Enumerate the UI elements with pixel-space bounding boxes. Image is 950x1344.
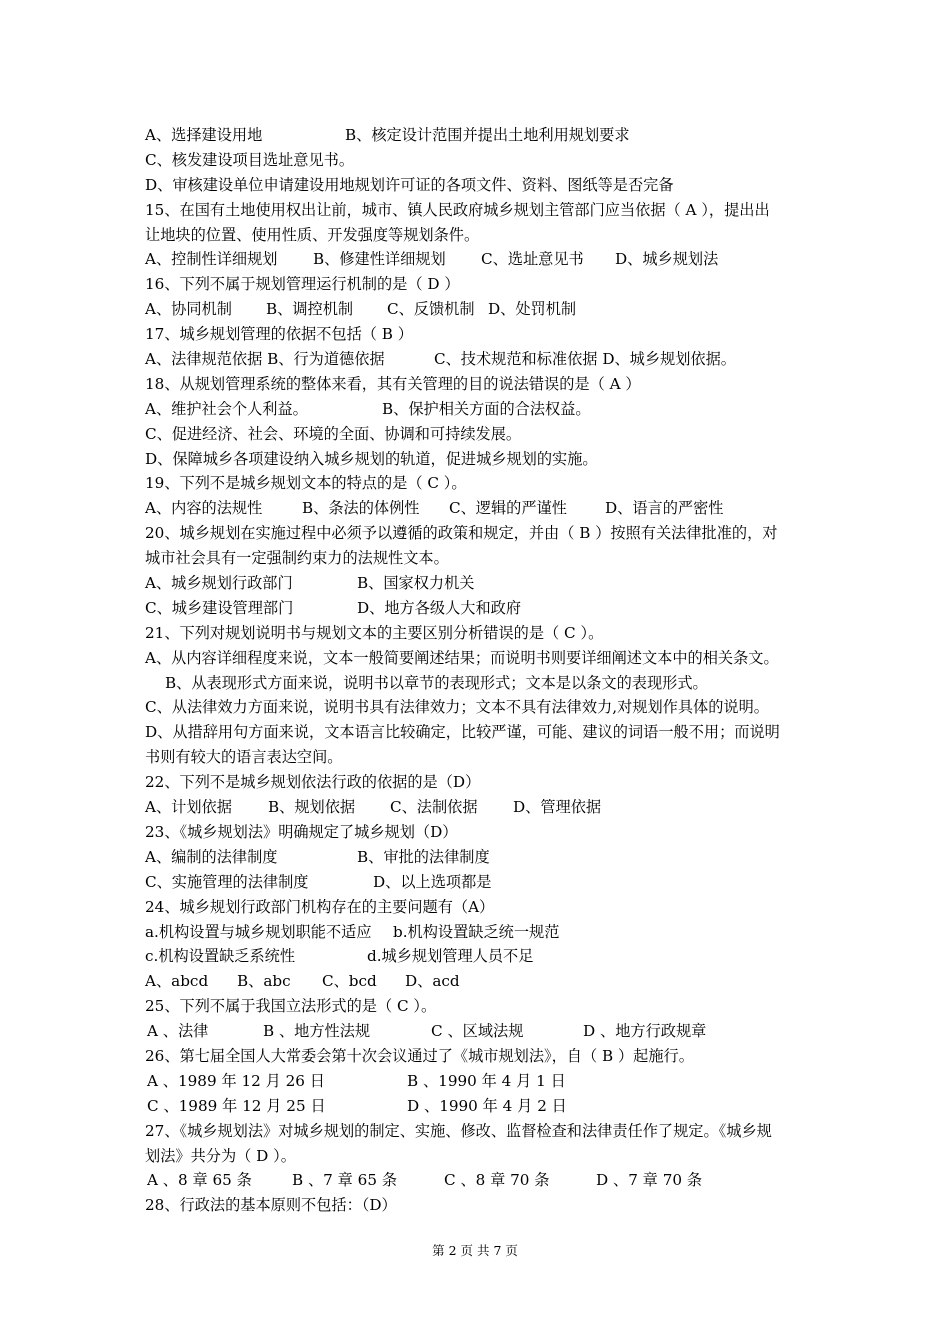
text-line: [145, 870, 825, 895]
text-line: [145, 944, 825, 969]
text-line: [145, 695, 825, 720]
line-text: 21、下列对规划说明书与规划文本的主要区别分析错误的是（ C ）。: [145, 623, 604, 642]
option-text: A 、8 章 65 条: [147, 1171, 252, 1190]
text-line: [145, 546, 825, 571]
text-line: [145, 1168, 825, 1193]
option-text: C、城乡建设管理部门: [145, 598, 294, 617]
line-text: C、从法律效力方面来说，说明书具有法律效力；文本不具有法律效力,对规划作具体的说明。: [145, 698, 769, 717]
text-line: [145, 496, 825, 521]
option-text: C、技术规范和标准依据 D、城乡规划依据。: [434, 350, 736, 369]
option-text: C、法制依据: [390, 798, 478, 817]
option-text: D、地方各级人大和政府: [357, 598, 522, 617]
option-text: D、acd: [405, 972, 460, 991]
text-line: [145, 1069, 825, 1094]
option-text: d.城乡规划管理人员不足: [367, 947, 534, 966]
option-text: C 、区域法规: [431, 1022, 524, 1041]
option-text: D、处罚机制: [488, 300, 577, 319]
text-line: [145, 895, 825, 920]
text-line: [145, 1019, 825, 1044]
option-text: B、核定设计范围并提出土地利用规划要求: [345, 126, 630, 144]
document-body: [145, 123, 825, 1218]
option-text: B 、地方性法规: [263, 1022, 371, 1041]
line-text: 25、下列不属于我国立法形式的是（ C ）。: [145, 997, 437, 1016]
line-text: 书则有较大的语言表达空间。: [145, 748, 343, 767]
text-line: [145, 770, 825, 795]
text-line: [145, 795, 825, 820]
option-text: C、bcd: [322, 972, 377, 991]
option-text: D 、地方行政规章: [583, 1022, 707, 1041]
line-text: 16、下列不属于规划管理运行机制的是（ D ）: [145, 275, 460, 294]
line-text: 17、城乡规划管理的依据不包括（ B ）: [145, 325, 413, 344]
option-text: b.机构设置缺乏统一规范: [393, 922, 560, 941]
option-text: A、维护社会个人利益。: [145, 399, 308, 418]
option-text: A、编制的法律制度: [145, 847, 278, 866]
line-text: 15、在国有土地使用权出让前，城市、镇人民政府城乡规划主管部门应当依据（ A ），提出出: [145, 200, 770, 219]
option-text: A 、法律: [147, 1022, 209, 1041]
line-text: 划法》共分为（ D ）。: [145, 1146, 296, 1165]
line-text: C、核发建设项目选址意见书。: [145, 150, 355, 169]
line-text: D、保障城乡各项建设纳入城乡规划的轨道，促进城乡规划的实施。: [145, 449, 598, 468]
page-footer: 第 2 页 共 7 页: [432, 1243, 518, 1258]
text-line: [145, 571, 825, 596]
text-line: [145, 671, 825, 696]
option-text: A、法律规范依据 B、行为道德依据: [145, 350, 385, 369]
line-text: 27、《城乡规划法》对城乡规划的制定、实施、修改、监督检查和法律责任作了规定。《城乡规: [145, 1121, 772, 1140]
option-text: A、内容的法规性: [145, 499, 263, 518]
option-text: C、逻辑的严谨性: [449, 499, 567, 518]
line-text: 18、从规划管理系统的整体来看，其有关管理的目的说法错误的是（ A ）: [145, 374, 641, 393]
option-text: A、选择建设用地: [145, 126, 263, 144]
text-line: [145, 720, 825, 745]
line-text: 23、《城乡规划法》明确规定了城乡规划（D）: [145, 822, 458, 841]
text-line: [145, 471, 825, 496]
text-line: [145, 845, 825, 870]
option-text: A 、1989 年 12 月 26 日: [147, 1071, 325, 1090]
text-line: [145, 1193, 825, 1218]
option-text: A、控制性详细规划: [145, 250, 278, 269]
text-line: [145, 123, 825, 148]
text-line: [145, 422, 825, 447]
text-line: [145, 272, 825, 297]
line-text: 28、行政法的基本原则不包括：（D）: [145, 1196, 397, 1215]
text-line: [145, 173, 825, 198]
text-line: [145, 372, 825, 397]
option-text: D、以上选项都是: [373, 872, 492, 891]
text-line: [145, 920, 825, 945]
option-text: B、规划依据: [268, 798, 356, 817]
option-text: C、反馈机制: [387, 300, 475, 319]
text-line: [145, 247, 825, 272]
option-text: D 、7 章 70 条: [596, 1171, 703, 1190]
text-line: [145, 397, 825, 422]
option-text: D 、1990 年 4 月 2 日: [407, 1096, 567, 1115]
option-text: B、国家权力机关: [357, 574, 475, 593]
option-text: D、城乡规划法: [615, 250, 719, 269]
option-text: B、审批的法律制度: [357, 847, 490, 866]
text-line: [145, 820, 825, 845]
option-text: c.机构设置缺乏系统性: [145, 947, 296, 966]
option-text: B、保护相关方面的合法权益。: [382, 399, 591, 418]
line-text: D、从措辞用句方面来说，文本语言比较确定，比较严谨，可能、建议的词语一般不用；而说明: [145, 723, 780, 742]
text-line: [145, 745, 825, 770]
line-text: A、从内容详细程度来说，文本一般简要阐述结果；而说明书则要详细阐述文本中的相关条文。: [145, 648, 779, 667]
option-text: C、选址意见书: [481, 250, 584, 269]
line-text: 19、下列不是城乡规划文本的特点的是（ C ）。: [145, 474, 467, 493]
line-text: C、促进经济、社会、环境的全面、协调和可持续发展。: [145, 424, 522, 443]
text-line: [145, 994, 825, 1019]
option-text: A、abcd: [145, 972, 209, 991]
option-text: A、计划依据: [145, 798, 232, 817]
option-text: B 、1990 年 4 月 1 日: [407, 1071, 566, 1090]
text-line: [145, 322, 825, 347]
text-line: [145, 447, 825, 472]
option-text: B、abc: [237, 972, 291, 991]
option-text: D、管理依据: [513, 798, 602, 817]
option-text: B 、7 章 65 条: [292, 1171, 398, 1190]
text-line: [145, 1094, 825, 1119]
line-text: D、审核建设单位申请建设用地规划许可证的各项文件、资料、图纸等是否完备: [145, 175, 674, 194]
text-line: [145, 148, 825, 173]
option-text: B、条法的体例性: [302, 499, 420, 518]
option-text: B、修建性详细规划: [313, 250, 446, 269]
option-text: C 、8 章 70 条: [444, 1171, 550, 1190]
line-text: 城市社会具有一定强制约束力的法规性文本。: [145, 549, 449, 568]
option-text: C 、1989 年 12 月 25 日: [147, 1096, 326, 1115]
text-line: [145, 223, 825, 248]
text-line: [145, 646, 825, 671]
text-line: [145, 1119, 825, 1144]
option-text: D、语言的严密性: [605, 499, 724, 518]
option-text: C、实施管理的法律制度: [145, 872, 309, 891]
text-line: [145, 596, 825, 621]
line-text: 20、城乡规划在实施过程中必须予以遵循的政策和规定，并由（ B ）按照有关法律批准的，对: [145, 524, 778, 543]
text-line: [145, 621, 825, 646]
text-line: [145, 347, 825, 372]
line-text: 26、第七届全国人大常委会第十次会议通过了《城市规划法》，自（ B ）起施行。: [145, 1046, 694, 1065]
text-line: [145, 1044, 825, 1069]
text-line: [145, 969, 825, 994]
option-text: A、协同机制: [145, 300, 232, 319]
line-text: B、从表现形式方面来说，说明书以章节的表现形式；文本是以条文的表现形式。: [165, 673, 708, 692]
text-line: [145, 297, 825, 322]
text-line: [145, 1144, 825, 1169]
line-text: 22、下列不是城乡规划依法行政的依据的是（D）: [145, 773, 481, 792]
text-line: [145, 521, 825, 546]
text-line: [145, 198, 825, 223]
line-text: 24、城乡规划行政部门机构存在的主要问题有（A）: [145, 897, 495, 916]
option-text: B、调控机制: [266, 300, 354, 319]
line-text: 让地块的位置、使用性质、开发强度等规划条件。: [145, 225, 480, 244]
option-text: a.机构设置与城乡规划职能不适应: [145, 922, 372, 941]
option-text: A、城乡规划行政部门: [145, 574, 293, 593]
